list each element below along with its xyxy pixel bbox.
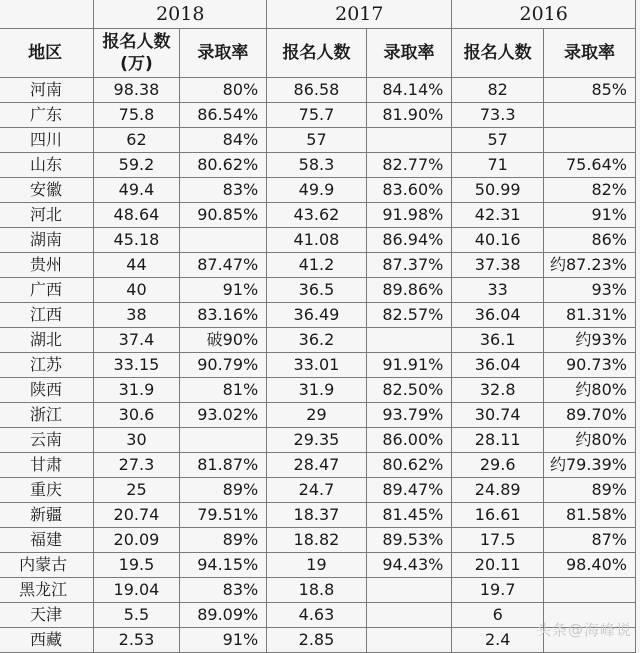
applicants-2016-cell: 82	[452, 78, 544, 103]
rate-2018-cell: 87.47%	[179, 253, 267, 278]
rate-2016-cell: 89%	[544, 478, 636, 503]
applicants-2017-cell: 18.8	[267, 578, 366, 603]
rate-2018-cell: 80%	[179, 78, 267, 103]
applicants-2018-cell: 31.9	[94, 378, 179, 403]
year-2016-header: 2016	[452, 0, 636, 29]
table-row	[0, 453, 636, 478]
rate-2017-cell: 82.50%	[366, 378, 452, 403]
table-row	[0, 503, 636, 528]
applicants-2017-cell: 33.01	[267, 353, 366, 378]
applicants-2018-cell: 20.09	[94, 528, 179, 553]
applicants-2016-cell: 71	[452, 153, 544, 178]
rate-2018-cell: 86.54%	[179, 103, 267, 128]
rate-2017-cell: 82.77%	[366, 153, 452, 178]
region-cell: 安徽	[0, 178, 94, 203]
applicants-2018-cell: 30	[94, 428, 179, 453]
applicants-2018-cell: 33.15	[94, 353, 179, 378]
rate-2016-header: 录取率	[544, 29, 636, 78]
applicants-2018-cell: 98.38	[94, 78, 179, 103]
applicants-2017-cell: 19	[267, 553, 366, 578]
region-cell: 广东	[0, 103, 94, 128]
year-header-row	[0, 0, 636, 29]
applicants-2018-cell: 25	[94, 478, 179, 503]
table-row	[0, 328, 636, 353]
applicants-2016-cell: 17.5	[452, 528, 544, 553]
table-row	[0, 478, 636, 503]
applicants-2017-cell: 29	[267, 403, 366, 428]
applicants-2017-cell: 31.9	[267, 378, 366, 403]
region-cell: 西藏	[0, 628, 94, 653]
rate-2018-header: 录取率	[179, 29, 267, 78]
table-row	[0, 578, 636, 603]
rate-2017-cell: 86.00%	[366, 428, 452, 453]
rate-2017-cell	[366, 603, 452, 628]
table-row	[0, 78, 636, 103]
region-cell: 内蒙古	[0, 553, 94, 578]
applicants-2018-cell: 19.5	[94, 553, 179, 578]
rate-2017-cell: 83.60%	[366, 178, 452, 203]
applicants-2017-cell: 36.2	[267, 328, 366, 353]
rate-2016-cell: 约80%	[544, 428, 636, 453]
rate-2018-cell: 83%	[179, 578, 267, 603]
rate-2016-cell: 86%	[544, 228, 636, 253]
applicants-2017-cell: 29.35	[267, 428, 366, 453]
region-cell: 甘肃	[0, 453, 94, 478]
region-cell: 山东	[0, 153, 94, 178]
applicants-2017-cell: 24.7	[267, 478, 366, 503]
applicants-2016-cell: 36.1	[452, 328, 544, 353]
rate-2016-cell: 约80%	[544, 378, 636, 403]
rate-2018-cell: 89%	[179, 528, 267, 553]
rate-2018-cell: 91%	[179, 628, 267, 653]
rate-2017-header: 录取率	[366, 29, 452, 78]
applicants-2018-cell: 37.4	[94, 328, 179, 353]
rate-2018-cell: 79.51%	[179, 503, 267, 528]
rate-2018-cell: 89%	[179, 478, 267, 503]
rate-2016-cell: 82%	[544, 178, 636, 203]
applicants-2018-cell: 40	[94, 278, 179, 303]
rate-2017-cell: 81.45%	[366, 503, 452, 528]
region-cell: 江西	[0, 303, 94, 328]
rate-2016-cell: 约93%	[544, 328, 636, 353]
applicants-2016-cell: 36.04	[452, 303, 544, 328]
applicants-2016-cell: 30.74	[452, 403, 544, 428]
region-cell: 云南	[0, 428, 94, 453]
rate-2018-cell: 83%	[179, 178, 267, 203]
applicants-2018-cell: 45.18	[94, 228, 179, 253]
applicants-2018-cell: 20.74	[94, 503, 179, 528]
rate-2017-cell: 89.53%	[366, 528, 452, 553]
rate-2018-cell: 80.62%	[179, 153, 267, 178]
rate-2018-cell: 89.09%	[179, 603, 267, 628]
applicants-2016-cell: 20.11	[452, 553, 544, 578]
region-cell: 浙江	[0, 403, 94, 428]
region-cell: 湖北	[0, 328, 94, 353]
applicants-2017-cell: 41.2	[267, 253, 366, 278]
rate-2017-cell: 91.98%	[366, 203, 452, 228]
column-header-row	[0, 29, 636, 78]
region-cell: 福建	[0, 528, 94, 553]
rate-2016-cell: 85%	[544, 78, 636, 103]
rate-2018-cell: 90.85%	[179, 203, 267, 228]
applicants-2018-cell: 44	[94, 253, 179, 278]
applicants-2016-header: 报名人数	[452, 29, 544, 78]
applicants-2018-cell: 5.5	[94, 603, 179, 628]
applicants-2016-cell: 32.8	[452, 378, 544, 403]
region-cell: 湖南	[0, 228, 94, 253]
table-row	[0, 278, 636, 303]
rate-2018-cell	[179, 428, 267, 453]
rate-2017-cell: 80.62%	[366, 453, 452, 478]
applicants-2016-cell: 24.89	[452, 478, 544, 503]
year-2018-header: 2018	[94, 0, 267, 29]
rate-2017-cell	[366, 628, 452, 653]
rate-2017-cell: 81.90%	[366, 103, 452, 128]
applicants-2016-cell: 57	[452, 128, 544, 153]
applicants-2016-cell: 19.7	[452, 578, 544, 603]
rate-2016-cell	[544, 128, 636, 153]
table-row	[0, 428, 636, 453]
applicants-2016-cell: 42.31	[452, 203, 544, 228]
table-row	[0, 253, 636, 278]
region-cell: 贵州	[0, 253, 94, 278]
applicants-2016-cell: 29.6	[452, 453, 544, 478]
applicants-2016-cell: 28.11	[452, 428, 544, 453]
applicants-2016-cell: 50.99	[452, 178, 544, 203]
year-2017-header: 2017	[267, 0, 452, 29]
table-row	[0, 128, 636, 153]
rate-2017-cell	[366, 128, 452, 153]
rate-2018-cell: 84%	[179, 128, 267, 153]
applicants-2017-cell: 41.08	[267, 228, 366, 253]
applicants-2016-cell: 73.3	[452, 103, 544, 128]
applicants-2017-cell: 36.5	[267, 278, 366, 303]
rate-2018-cell: 91%	[179, 278, 267, 303]
applicants-2018-cell: 38	[94, 303, 179, 328]
table-row	[0, 553, 636, 578]
table-row	[0, 203, 636, 228]
rate-2016-cell: 91%	[544, 203, 636, 228]
applicants-2017-cell: 18.82	[267, 528, 366, 553]
applicants-2017-cell: 75.7	[267, 103, 366, 128]
region-cell: 河北	[0, 203, 94, 228]
table-row	[0, 153, 636, 178]
region-cell: 天津	[0, 603, 94, 628]
applicants-2017-cell: 2.85	[267, 628, 366, 653]
applicants-2018-cell: 49.4	[94, 178, 179, 203]
rate-2016-cell: 93%	[544, 278, 636, 303]
rate-2018-cell: 93.02%	[179, 403, 267, 428]
rate-2018-cell: 81.87%	[179, 453, 267, 478]
applicants-2017-cell: 43.62	[267, 203, 366, 228]
rate-2016-cell: 81.58%	[544, 503, 636, 528]
applicants-2018-header: 报名人数 (万)	[94, 29, 179, 78]
applicants-2017-cell: 58.3	[267, 153, 366, 178]
region-cell: 黑龙江	[0, 578, 94, 603]
applicants-2017-cell: 18.37	[267, 503, 366, 528]
applicants-2018-cell: 75.8	[94, 103, 179, 128]
applicants-2017-cell: 28.47	[267, 453, 366, 478]
applicants-2018-cell: 2.53	[94, 628, 179, 653]
rate-2018-cell: 94.15%	[179, 553, 267, 578]
applicants-2017-cell: 4.63	[267, 603, 366, 628]
applicants-2017-cell: 86.58	[267, 78, 366, 103]
applicants-2018-cell: 59.2	[94, 153, 179, 178]
region-cell: 四川	[0, 128, 94, 153]
table-row	[0, 178, 636, 203]
region-cell: 河南	[0, 78, 94, 103]
table-body	[0, 78, 636, 653]
rate-2017-cell	[366, 328, 452, 353]
rate-2018-cell: 81%	[179, 378, 267, 403]
table-row	[0, 303, 636, 328]
rate-2016-cell: 81.31%	[544, 303, 636, 328]
rate-2016-cell: 约79.39%	[544, 453, 636, 478]
rate-2016-cell: 75.64%	[544, 153, 636, 178]
rate-2017-cell: 89.86%	[366, 278, 452, 303]
applicants-2016-cell: 36.04	[452, 353, 544, 378]
rate-2016-cell	[544, 578, 636, 603]
rate-2018-cell: 83.16%	[179, 303, 267, 328]
table-row	[0, 228, 636, 253]
table-row	[0, 378, 636, 403]
table-row	[0, 528, 636, 553]
applicants-2018-cell: 19.04	[94, 578, 179, 603]
region-header: 地区	[0, 29, 94, 78]
applicants-2016-cell: 33	[452, 278, 544, 303]
rate-2018-cell: 破90%	[179, 328, 267, 353]
year-corner-cell	[0, 0, 94, 29]
rate-2018-cell	[179, 228, 267, 253]
applicants-2018-cell: 48.64	[94, 203, 179, 228]
rate-2016-cell: 87%	[544, 528, 636, 553]
applicants-2016-cell: 37.38	[452, 253, 544, 278]
applicants-2017-cell: 57	[267, 128, 366, 153]
rate-2017-cell: 84.14%	[366, 78, 452, 103]
table-row	[0, 103, 636, 128]
rate-2016-cell: 90.73%	[544, 353, 636, 378]
rate-2016-cell: 98.40%	[544, 553, 636, 578]
rate-2017-cell: 82.57%	[366, 303, 452, 328]
applicants-2016-cell: 40.16	[452, 228, 544, 253]
region-cell: 广西	[0, 278, 94, 303]
rate-2017-cell: 89.47%	[366, 478, 452, 503]
rate-2017-cell: 87.37%	[366, 253, 452, 278]
applicants-2018-cell: 62	[94, 128, 179, 153]
rate-2017-cell: 91.91%	[366, 353, 452, 378]
rate-2017-cell: 86.94%	[366, 228, 452, 253]
rate-2016-cell: 89.70%	[544, 403, 636, 428]
applicants-2017-cell: 49.9	[267, 178, 366, 203]
applicants-2017-header: 报名人数	[267, 29, 366, 78]
rate-2018-cell: 90.79%	[179, 353, 267, 378]
region-cell: 重庆	[0, 478, 94, 503]
rate-2017-cell: 93.79%	[366, 403, 452, 428]
rate-2017-cell: 94.43%	[366, 553, 452, 578]
table-row	[0, 353, 636, 378]
rate-2016-cell: 约87.23%	[544, 253, 636, 278]
rate-2016-cell	[544, 103, 636, 128]
applicants-2016-cell: 2.4	[452, 628, 544, 653]
region-cell: 新疆	[0, 503, 94, 528]
applicants-2016-cell: 16.61	[452, 503, 544, 528]
watermark: 头条@海峰说	[535, 621, 632, 639]
table-row	[0, 403, 636, 428]
applicants-2018-cell: 27.3	[94, 453, 179, 478]
applicants-2018-cell: 30.6	[94, 403, 179, 428]
region-cell: 江苏	[0, 353, 94, 378]
applicants-2017-cell: 36.49	[267, 303, 366, 328]
rate-2017-cell	[366, 578, 452, 603]
region-cell: 陕西	[0, 378, 94, 403]
applicants-2016-cell: 6	[452, 603, 544, 628]
